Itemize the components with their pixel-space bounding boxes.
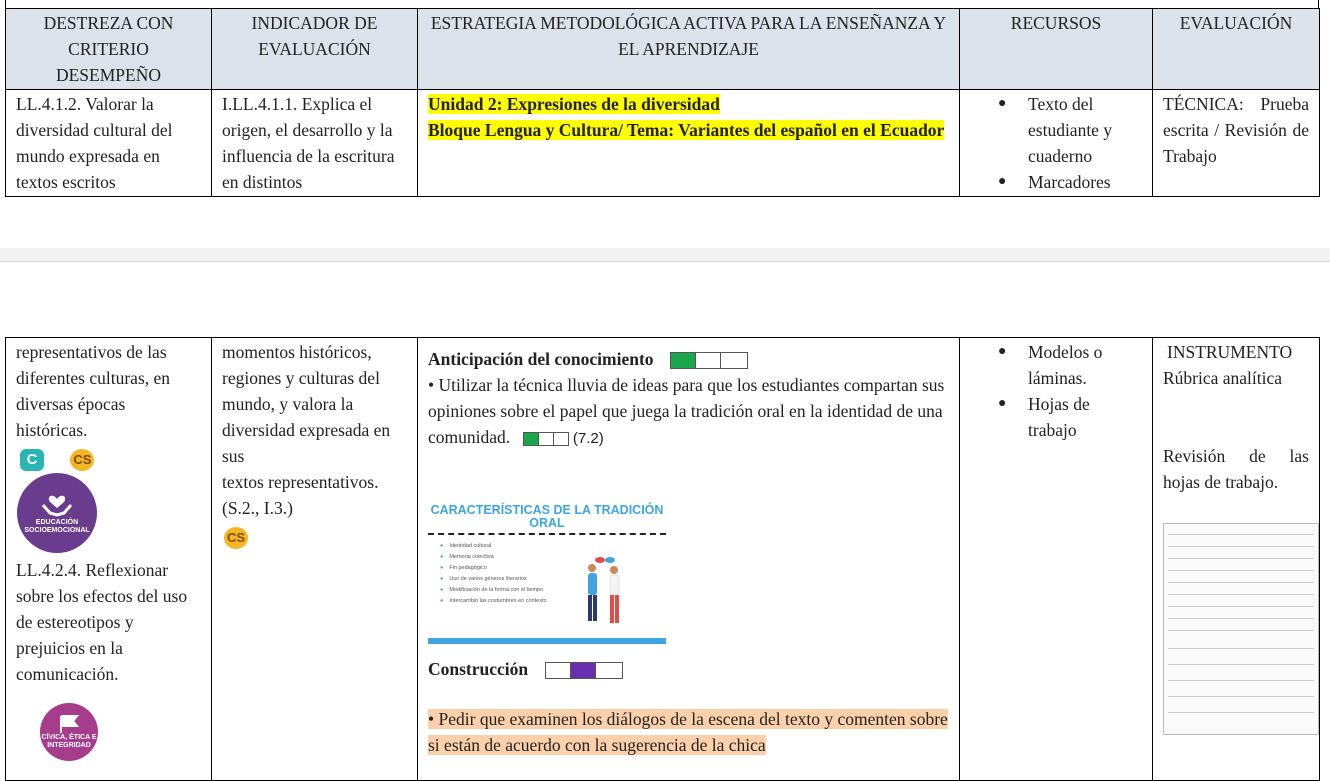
anticipacion-heading (428, 346, 949, 372)
communication-c-icon: C (20, 449, 44, 471)
cs-icon: CS (224, 527, 248, 549)
emblem-label: CÍVICA, ÉTICA E INTEGRIDAD (41, 734, 97, 749)
construccion-heading (428, 656, 949, 682)
cell-estrategia (418, 338, 960, 781)
list-item: ● Identidad cultural (440, 541, 666, 552)
header-evaluacion: EVALUACIÓN (1153, 9, 1320, 90)
indicador-continued: momentos históricos, regiones y culturas del mundo, y valora la diversidad expresada en sus (222, 342, 391, 466)
emblem-label: EDUCACIÓN SOCIOEMOCIONAL (24, 519, 90, 534)
cell-evaluacion (1153, 338, 1320, 781)
indicador-continued-2: textos representativos. (S.2., I.3.) (222, 472, 379, 518)
cell-destreza: LL.4.1.2. Valorar la diversidad cultural del mundo expresada en textos escritos (6, 90, 212, 197)
infographic-title: CARACTERÍSTICAS DE LA TRADICIÓN ORAL (430, 503, 664, 530)
cell-indicador: I.LL.4.1.1. Explica el origen, el desarrollo y la influencia de la escritura en distintos (212, 90, 418, 197)
construccion-title: Construcción (428, 659, 529, 679)
list-item: ● Marcadores (1028, 169, 1142, 195)
page-bottom (0, 262, 1330, 760)
page-top (0, 0, 1330, 249)
list-item: ● Texto del estudiante y cuaderno (1028, 91, 1142, 169)
planning-table-top (5, 8, 1320, 197)
planning-table-bottom (5, 337, 1320, 781)
civics-ethics-emblem (40, 703, 98, 761)
unit-title: Unidad 2: Expresiones de la diversidad (428, 94, 720, 114)
list-item: ● Hojas de trabajo (1028, 391, 1142, 443)
resources-list (970, 91, 1142, 195)
cell-evaluacion: TÉCNICA: Prueba escrita / Revisión de Trabajo (1153, 90, 1320, 197)
table-row (6, 90, 1320, 197)
anticipacion-progress-small (523, 432, 569, 446)
header-indicador: INDICADOR DE EVALUACIÓN (212, 9, 418, 90)
destreza-second: LL.4.2.4. Reflexionar sobre los efectos del uso de estereotipos y prejuicios en la comunicación. (16, 560, 188, 684)
instrument-label: INSTRUMENTO (1167, 342, 1293, 362)
table-header-row (6, 9, 1320, 90)
cell-recursos (960, 90, 1153, 197)
resources-list (970, 339, 1142, 443)
list-item: ● Modelos o láminas. (1028, 339, 1142, 391)
cell-estrategia (418, 90, 960, 197)
anticipacion-code: (7.2) (572, 430, 604, 447)
block-title: Bloque Lengua y Cultura/ Tema: Variantes del español en el Ecuador (428, 120, 945, 140)
hands-heart-icon (40, 491, 74, 519)
cell-recursos (960, 338, 1153, 781)
revision-label: Revisión de las hojas de trabajo. (1163, 446, 1309, 492)
cell-indicador (212, 338, 418, 781)
socioemotional-education-emblem (17, 473, 97, 553)
list-item: ● Fin pedagógico (440, 563, 666, 574)
oral-tradition-infographic (428, 504, 666, 644)
rubric-thumbnail (1163, 523, 1319, 735)
list-item: ● Intercambio las costumbres en contexto (440, 596, 666, 607)
construccion-text: • Pedir que examinen los diálogos de la escena del texto y comenten sobre si están de acuerdo con la sugerencia de la chica (428, 709, 948, 755)
header-estrategia: ESTRATEGIA METODOLÓGICA ACTIVA PARA LA ENSEÑANZA Y EL APRENDIZAJE (418, 9, 960, 90)
badge-row (20, 445, 201, 471)
table-row (6, 338, 1320, 781)
page-break (0, 248, 1330, 262)
people-talking-illustration-icon (578, 556, 638, 630)
list-item: ● Memoria colectiva (440, 552, 666, 563)
list-item: ● Modificación de la forma con el tiempo (440, 585, 666, 596)
construccion-progress (545, 662, 623, 679)
cell-destreza (6, 338, 212, 781)
anticipacion-text: • Utilizar la técnica lluvia de ideas para que los estudiantes compartan sus opiniones sobre el papel que juega la tradición oral en la identidad de una comunidad. (7.2) (428, 375, 945, 447)
list-item: ● Uso de varios géneros literarios (440, 574, 666, 585)
destreza-continued: representativos de las diferentes culturas, en diversas épocas históricas. (16, 342, 171, 440)
anticipacion-progress (670, 352, 748, 369)
rubric-label: Rúbrica analítica (1163, 368, 1283, 388)
header-destreza: DESTREZA CON CRITERIO DESEMPEÑO (6, 9, 212, 90)
anticipacion-title: Anticipación del conocimiento (428, 349, 654, 369)
flag-icon (56, 714, 82, 734)
header-recursos: RECURSOS (960, 9, 1153, 90)
cs-icon: CS (70, 449, 94, 471)
